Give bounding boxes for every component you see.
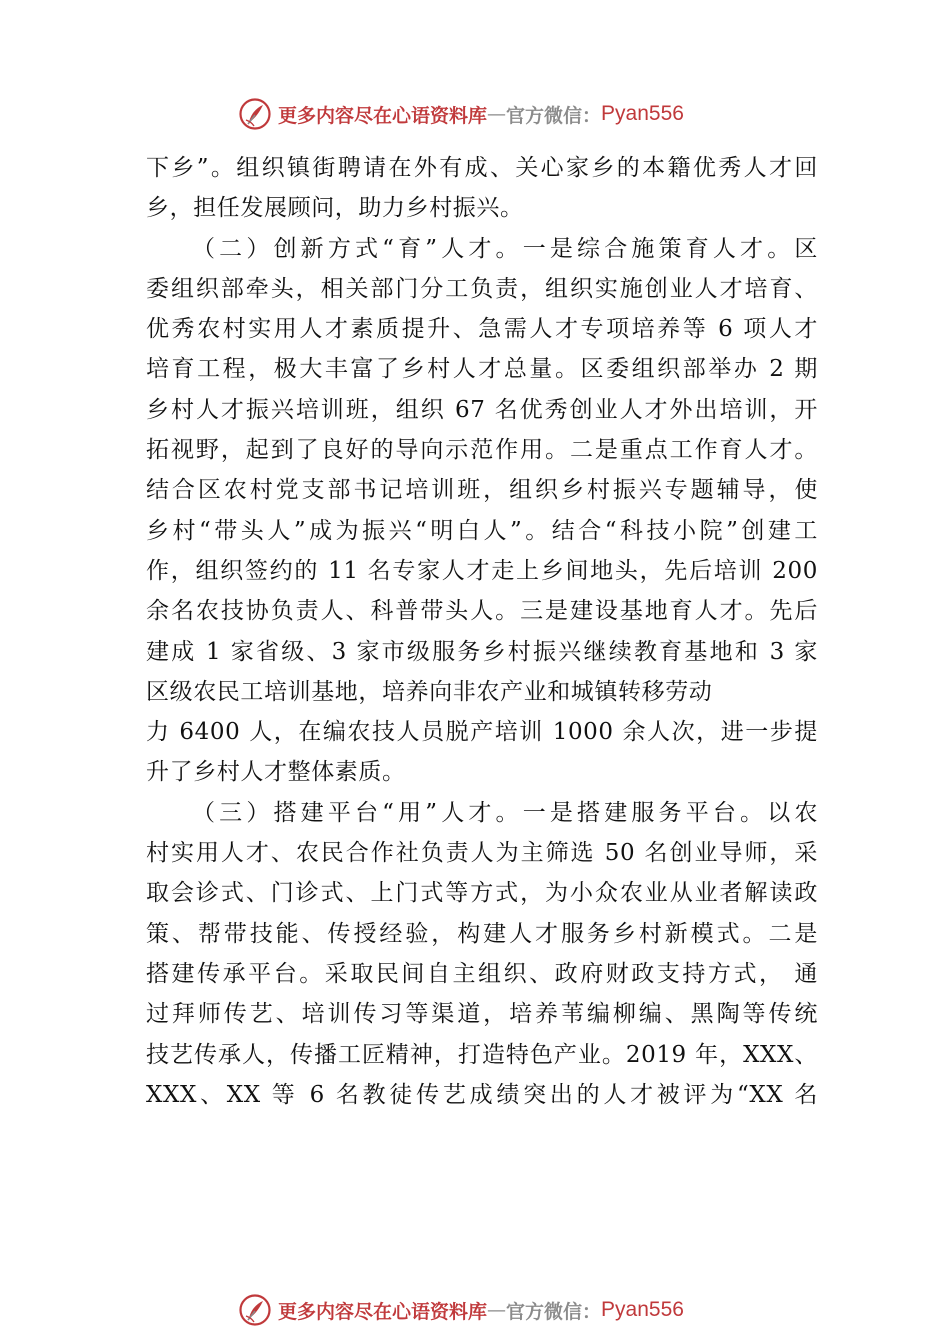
body-text-line: 策、帮带技能、传授经验，构建人才服务乡村新模式。二是 <box>146 920 818 947</box>
footer-watermark <box>238 1292 684 1328</box>
body-text-line: （三）搭建平台“用”人才。一是搭建服务平台。以农 <box>192 799 818 826</box>
document-body <box>146 148 818 1115</box>
body-text-line: 余名农技协负责人、科普带头人。三是建设基地育人才。先后 <box>146 598 818 625</box>
body-text-line: 升了乡村人才整体素质。 <box>146 759 406 786</box>
body-text-line: 下乡”。组织镇街聘请在外有成、关心家乡的本籍优秀人才回 <box>146 155 818 181</box>
body-text-line: 结合区农村党支部书记培训班，组织乡村振兴专题辅导，使 <box>146 477 818 504</box>
quill-logo-icon <box>238 1293 272 1327</box>
body-text-line: 拓视野，起到了良好的导向示范作用。二是重点工作育人才。 <box>146 437 818 464</box>
body-text-line: 作，组织签约的 11 名专家人才走上乡间地头，先后培训 200 <box>146 557 818 584</box>
watermark-main-text: 更多内容尽在心语资料库 <box>278 1300 488 1323</box>
watermark-wechat-id: Pyan556 <box>601 1298 684 1321</box>
body-text-line: 力 6400 人，在编农技人员脱产培训 1000 余人次，进一步提 <box>146 719 818 746</box>
watermark-wechat-label: 官方微信： <box>506 104 602 127</box>
body-text-line: 技艺传承人，传播工匠精神，打造特色产业。2019 年，XXX、 <box>146 1041 818 1068</box>
body-text-line: 培育工程，极大丰富了乡村人才总量。区委组织部举办 2 期 <box>146 356 818 383</box>
body-text-line: 乡，担任发展顾问，助力乡村振兴。 <box>146 195 524 222</box>
watermark-main-text: 更多内容尽在心语资料库 <box>278 104 488 127</box>
watermark-dash: — <box>487 1299 507 1321</box>
body-text-line: 村实用人才、农民合作社负责人为主筛选 50 名创业导师，采 <box>146 840 818 867</box>
body-text-line: 委组织部牵头，相关部门分工负责，组织实施创业人才培育、 <box>146 275 818 302</box>
header-watermark <box>238 96 684 132</box>
body-text-line: 建成 1 家省级、3 家市级服务乡村振兴继续教育基地和 3 家 <box>146 638 818 665</box>
body-text-line: 取会诊式、门诊式、上门式等方式，为小众农业从业者解读政 <box>146 880 818 907</box>
body-text-line: 优秀农村实用人才素质提升、急需人才专项培养等 6 项人才 <box>146 316 818 343</box>
body-text-line: 乡村“带头人”成为振兴“明白人”。结合“科技小院”创建工 <box>146 517 818 544</box>
body-text-line: 区级农民工培训基地，培养向非农产业和城镇转移劳动 <box>146 678 713 705</box>
body-text-line: （二）创新方式“育”人才。一是综合施策育人才。区 <box>192 235 818 262</box>
body-text-line: 搭建传承平台。采取民间自主组织、政府财政支持方式， 通 <box>146 960 818 987</box>
watermark-dash: — <box>487 103 507 125</box>
watermark-wechat-label: 官方微信： <box>506 1300 602 1323</box>
body-text-line: 过拜师传艺、培训传习等渠道，培养苇编柳编、黑陶等传统 <box>146 1001 818 1028</box>
quill-logo-icon <box>238 97 272 131</box>
body-text-line: XXX、XX 等 6 名教徒传艺成绩突出的人才被评为“XX 名 <box>146 1081 818 1108</box>
body-text-line: 乡村人才振兴培训班，组织 67 名优秀创业人才外出培训，开 <box>146 396 818 423</box>
watermark-wechat-id: Pyan556 <box>601 102 684 125</box>
